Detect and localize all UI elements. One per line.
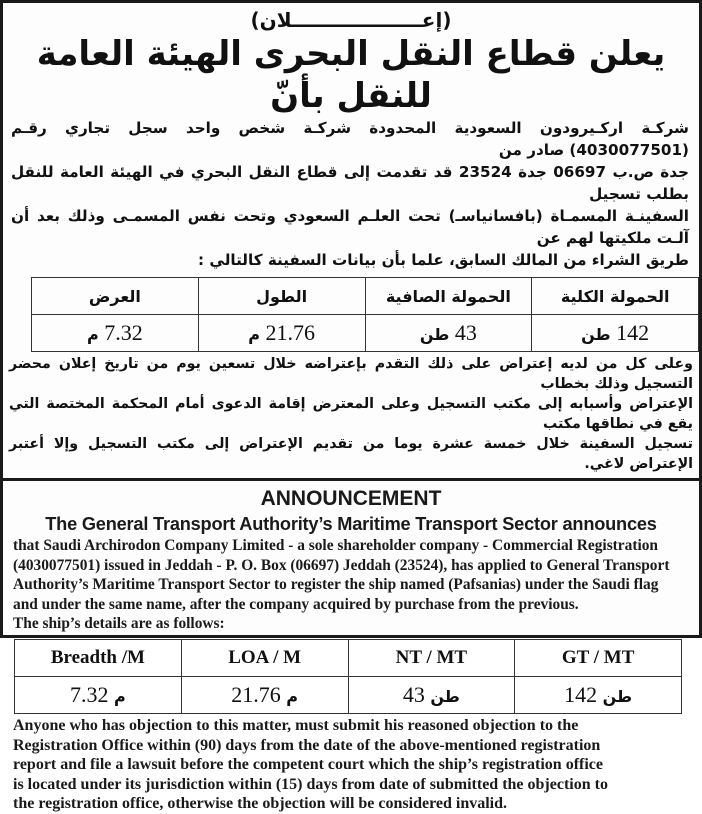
cell-breadth [32, 315, 199, 352]
header-loa: LOA / M [181, 639, 348, 676]
value: 21.76 [231, 681, 281, 707]
arabic-objection-line: تسجيل السفينة خلال خمسة عشرة يوما من تقديم الإعتراض إلى مكتب التسجيل وإلا أعتبر الإعتراض لاغي. [9, 436, 693, 472]
arabic-kicker: (إعـــــــــــــــــــلان) [250, 8, 452, 32]
header-gross-tonnage: الحمولة الكلية [532, 278, 699, 315]
unit: م [87, 325, 99, 344]
arabic-section [3, 7, 699, 474]
english-objection-line: Anyone who has objection to this matter, must submit his reasoned objection to the [13, 716, 579, 734]
english-body-line: Authority’s Maritime Transport Sector to register the ship named (Pafsanias) under the Saudi flag [13, 576, 659, 594]
unit: م [286, 686, 298, 706]
english-body [3, 536, 699, 634]
english-objection-line: report and file a lawsuit before the competent court which the ship’s registration office [13, 756, 603, 774]
cell-gross-tonnage [532, 315, 699, 352]
value: 43 [402, 681, 425, 707]
cell-loa [181, 676, 348, 713]
unit: طن [602, 686, 633, 706]
english-objection-notice [3, 714, 699, 814]
cell-breadth [15, 676, 182, 713]
value: 142 [616, 320, 650, 345]
header-breadth: العرض [32, 278, 199, 315]
table-row [32, 315, 699, 352]
english-kicker: ANNOUNCEMENT [260, 487, 442, 510]
arabic-ship-details-table [31, 277, 699, 352]
arabic-body-line: شركـة اركـيرودون السعودية المحدودة شركـة شخص واحد سجل تجاري رقـم (4030077501) صادر من [11, 119, 689, 159]
english-headline: The General Transport Authority’s Maritime Transport Sector announces [45, 514, 657, 534]
unit: طن [430, 686, 460, 706]
header-gross-tonnage: GT / MT [515, 639, 682, 676]
table-row [15, 676, 682, 713]
english-body-line: (4030077501) issued in Jeddah - P. O. Box (06697) Jeddah (23524), has applied to General Transport [13, 556, 670, 574]
arabic-body-line: السفينـة المسمـاة (بافسانياسـ) تحت العلـم السعودي وتحت نفس المسمـى وذلك بعد أن آلـت ملكيتها لهم عن [11, 207, 689, 247]
value: 7.32 [104, 320, 143, 345]
section-divider [3, 478, 699, 481]
unit: م [114, 686, 126, 706]
header-length: الطول [198, 278, 365, 315]
unit: طن [419, 325, 450, 344]
arabic-objection-notice [3, 352, 699, 474]
cell-length [198, 315, 365, 352]
english-ship-details-table [14, 639, 682, 714]
english-body-line: that Saudi Archirodon Company Limited - a sole shareholder company - Commercial Registration [13, 537, 658, 554]
english-objection-line: is located under its jurisdiction within (15) days from date of submitted the objection to [13, 775, 608, 793]
value: 7.32 [70, 681, 109, 707]
arabic-objection-line: الإعتراض وأسبابه إلى مكتب التسجيل وعلى المعترض إقامة الدعوى أمام المحكمة المختصة التي يقع في نطاقها مكتب [9, 396, 693, 432]
arabic-body [3, 117, 699, 271]
arabic-objection-line: وعلى كل من لديه إعتراض على ذلك التقدم بإعتراضه خلال تسعين يوم من تاريخ إعلان محضر التسجيل وذلك بخطاب [9, 356, 693, 392]
english-objection-line: Registration Office within (90) days from the date of the above-mentioned registration [13, 736, 601, 754]
arabic-headline: يعلن قطاع النقل البحرى الهيئة العامة للنقل بأنّ [36, 34, 666, 116]
cell-net-tonnage [365, 315, 532, 352]
cell-gross-tonnage [515, 676, 682, 713]
arabic-body-line: طريق الشراء من المالك السابق، علما بأن بيانات السفينة كالتالي : [197, 251, 689, 269]
header-net-tonnage: الحمولة الصافية [365, 278, 532, 315]
table-header-row [32, 278, 699, 315]
table-header-row [15, 639, 682, 676]
header-net-tonnage: NT / MT [348, 639, 515, 676]
english-body-line: and under the same name, after the company acquired by purchase from the previous. [13, 595, 579, 613]
english-objection-line: the registration office, otherwise the objection will be considered invalid. [13, 795, 508, 813]
value: 142 [564, 681, 598, 707]
english-body-line: The ship’s details are as follows: [13, 615, 225, 633]
english-section [3, 486, 699, 814]
unit: طن [581, 325, 611, 344]
value: 21.76 [265, 320, 315, 345]
cell-net-tonnage [348, 676, 515, 713]
header-breadth: Breadth /M [15, 639, 182, 676]
value: 43 [454, 320, 477, 345]
unit: م [248, 325, 260, 344]
arabic-body-line: جدة ص.ب 06697 جدة 23524 قد تقدمت إلى قطاع النقل البحري في الهيئة العامة للنقل بطلب تسجيل [11, 163, 689, 203]
